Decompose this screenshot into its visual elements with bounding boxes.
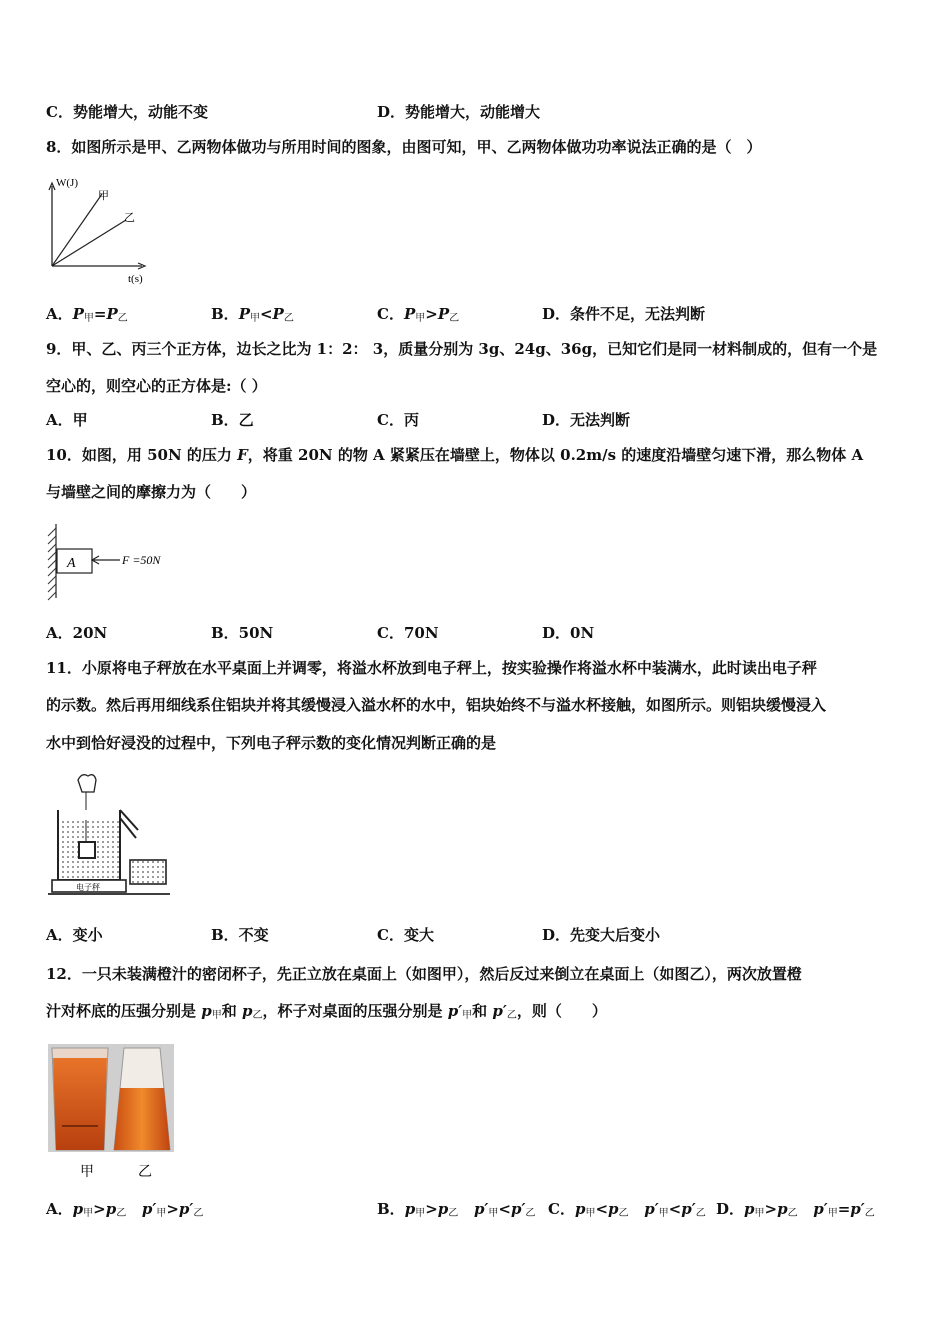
q8-option-c: C．$P_甲>P_乙$ — [377, 305, 460, 324]
q12-option-a: A．$p_甲>p_乙$ $p'_甲>p'_乙$ — [46, 1200, 204, 1219]
q10-option-c: C．70N — [377, 624, 439, 642]
q9-option-c: C．丙 — [377, 411, 419, 429]
q7-option-d: D．势能增大，动能增大 — [377, 103, 541, 121]
x-axis-label: t(s) — [128, 273, 143, 285]
line-yi — [52, 220, 126, 266]
q12-stem-line2: 汁对杯底的压强分别是 $p_甲$和 $p_乙$，杯子对桌面的压强分别是 $p'_甲$和 $p'_乙$，则（ ） — [46, 1002, 607, 1021]
q8-option-d: D．条件不足，无法判断 — [542, 305, 706, 323]
q9-option-a: A．甲 — [46, 411, 88, 429]
caption-jia: 甲 — [80, 1165, 94, 1180]
q8-work-time-graph — [44, 172, 159, 287]
q8-stem: 8．如图所示是甲、乙两物体做功与所用时间的图象，由图可知，甲、乙两物体做功功率说法正确的是（ ） — [46, 138, 762, 156]
juice-yi — [114, 1088, 170, 1150]
q8-option-b: B．$P_甲<P_乙$ — [211, 305, 294, 324]
q11-option-c: C．变大 — [377, 926, 434, 944]
juice-jia — [53, 1058, 107, 1150]
q11-option-d: D．先变大后变小 — [542, 926, 661, 944]
q11-option-b: B．不变 — [211, 926, 269, 944]
block-label: A — [67, 556, 76, 571]
q11-option-a: A．变小 — [46, 926, 103, 944]
force-label: F =50N — [122, 553, 161, 567]
q9-option-b: B．乙 — [211, 411, 254, 429]
aluminum-block — [79, 842, 95, 858]
scale-label: 电子秤 — [76, 883, 100, 892]
q9-stem-line1: 9．甲、乙、丙三个正方体，边长之比为 1：2： 3，质量分别为 3g、24g、36g，已知它们是同一材料制成的，但有一个是 — [46, 340, 878, 358]
q9-option-d: D．无法判断 — [542, 411, 631, 429]
q11-overflow-cup-figure — [46, 770, 176, 905]
q11-stem-line1: 11．小原将电子秤放在水平桌面上并调零，将溢水杯放到电子秤上，按实验操作将溢水杯中装满水，此时读出电子秤 — [46, 659, 817, 677]
q12-option-c: C．$p_甲<p_乙$ $p'_甲<p'_乙$ — [548, 1200, 706, 1219]
caption-yi: 乙 — [138, 1165, 152, 1180]
q10-stem-line2: 与墙壁之间的摩擦力为（ ） — [46, 483, 257, 501]
q10-stem-line1: 10．如图，用 50N 的压力 F，将重 20N 的物 A 紧紧压在墙壁上，物体以 0.2m/s 的速度沿墙壁匀速下滑，那么物体 A — [46, 446, 864, 464]
q7-option-c: C．势能增大，动能不变 — [46, 103, 208, 121]
q12-stem-line1: 12．一只未装满橙汁的密闭杯子，先正立放在桌面上（如图甲），然后反过来倒立在桌面上（如图乙），两次放置橙 — [46, 965, 802, 983]
q12-option-d: D．$p_甲>p_乙$ $p'_甲=p'_乙$ — [716, 1200, 875, 1219]
label-jia: 甲 — [98, 190, 109, 202]
q10-wall-block-figure — [44, 520, 184, 602]
q10-option-a: A．20N — [46, 624, 108, 642]
q12-option-b: B．$p_甲>p_乙$ $p'_甲<p'_乙$ — [377, 1200, 536, 1219]
q10-option-d: D．0N — [542, 624, 595, 642]
y-axis-label: W(J) — [56, 177, 78, 189]
q11-stem-line2: 的示数。然后再用细线系住铝块并将其缓慢浸入溢水杯的水中，铝块始终不与溢水杯接触，如图所示。则铝块缓慢浸入 — [46, 696, 827, 714]
spout — [120, 818, 136, 838]
q11-stem-line3: 水中到恰好浸没的过程中，下列电子秤示数的变化情况判断正确的是 — [46, 734, 497, 752]
label-yi: 乙 — [124, 212, 135, 224]
hand — [78, 775, 96, 792]
beaker — [130, 860, 166, 884]
line-jia — [52, 194, 102, 266]
q10-option-b: B．50N — [211, 624, 274, 642]
q12-juice-cups-photo — [48, 1044, 178, 1182]
q8-option-a: A．$P_甲=P_乙$ — [46, 305, 128, 324]
q9-stem-line2: 空心的，则空心的正方体是:（ ） — [46, 377, 267, 395]
